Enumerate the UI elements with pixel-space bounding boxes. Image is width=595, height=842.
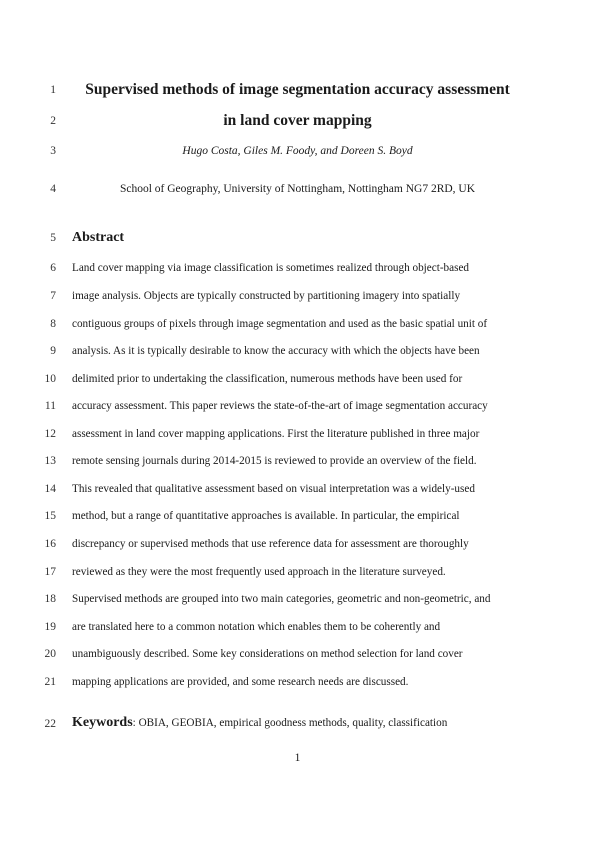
line-number: 20 — [44, 648, 56, 660]
line-number: 17 — [44, 566, 56, 578]
line-number: 8 — [50, 318, 56, 330]
abstract-line: contiguous groups of pixels through image segmentation and used as the basic spatial unit of — [72, 318, 488, 330]
abstract-line: reviewed as they were the most frequently used approach in the literature surveyed. — [72, 566, 446, 578]
line-number: 6 — [50, 262, 56, 274]
abstract-line: discrepancy or supervised methods that use reference data for assessment are thoroughly — [72, 538, 469, 550]
abstract-line: image analysis. Objects are typically constructed by partitioning imagery into spatially — [72, 290, 461, 302]
line-number: 11 — [44, 400, 56, 412]
paper-title-line: Supervised methods of image segmentation accuracy assessment — [85, 81, 510, 98]
line-number: 14 — [44, 483, 56, 495]
abstract-line: Land cover mapping via image classification is sometimes realized through object-based — [72, 262, 470, 274]
paper-title-line: in land cover mapping — [223, 112, 372, 129]
abstract-line: assessment in land cover mapping applications. First the literature published in three major — [72, 428, 480, 440]
keywords-text: : OBIA, GEOBIA, empirical goodness methods, quality, classification — [132, 717, 448, 729]
line-number: 3 — [50, 145, 56, 157]
abstract-line: are translated here to a common notation which enables them to be coherently and — [72, 621, 441, 633]
abstract-line: mapping applications are provided, and some research needs are discussed. — [72, 676, 409, 688]
keywords-line — [72, 715, 447, 731]
abstract-line: delimited prior to undertaking the classification, numerous methods have been used for — [72, 373, 463, 385]
line-number: 15 — [44, 510, 56, 522]
affiliation: School of Geography, University of Nottingham, Nottingham NG7 2RD, UK — [119, 183, 476, 195]
line-number: 16 — [44, 538, 56, 550]
abstract-line: unambiguously described. Some key considerations on method selection for land cover — [72, 648, 463, 660]
line-number: 9 — [50, 345, 56, 357]
line-number: 1 — [50, 84, 56, 96]
line-number: 12 — [44, 428, 56, 440]
line-number: 18 — [44, 593, 56, 605]
abstract-line: This revealed that qualitative assessment based on visual interpretation was a widely-used — [72, 483, 475, 495]
line-number: 21 — [44, 676, 56, 688]
line-number: 22 — [44, 718, 56, 730]
abstract-line: remote sensing journals during 2014-2015 is reviewed to provide an overview of the field. — [72, 455, 477, 467]
line-number: 7 — [50, 290, 56, 302]
keywords-label: Keywords — [72, 715, 133, 730]
line-number: 19 — [44, 621, 56, 633]
abstract-line: method, but a range of quantitative approaches is available. In particular, the empirical — [72, 510, 460, 522]
abstract-line: accuracy assessment. This paper reviews the state-of-the-art of image segmentation accuracy — [72, 400, 488, 412]
abstract-line: Supervised methods are grouped into two main categories, geometric and non-geometric, and — [72, 593, 491, 605]
line-number: 5 — [50, 232, 56, 244]
line-number: 10 — [44, 373, 56, 385]
page-number: 1 — [294, 752, 301, 764]
abstract-heading: Abstract — [72, 230, 125, 245]
authors: Hugo Costa, Giles M. Foody, and Doreen S. Boyd — [182, 145, 413, 157]
abstract-line: analysis. As it is typically desirable to know the accuracy with which the objects have been — [72, 345, 480, 357]
line-number: 2 — [50, 115, 56, 127]
line-number: 4 — [50, 183, 56, 195]
line-number: 13 — [44, 455, 56, 467]
